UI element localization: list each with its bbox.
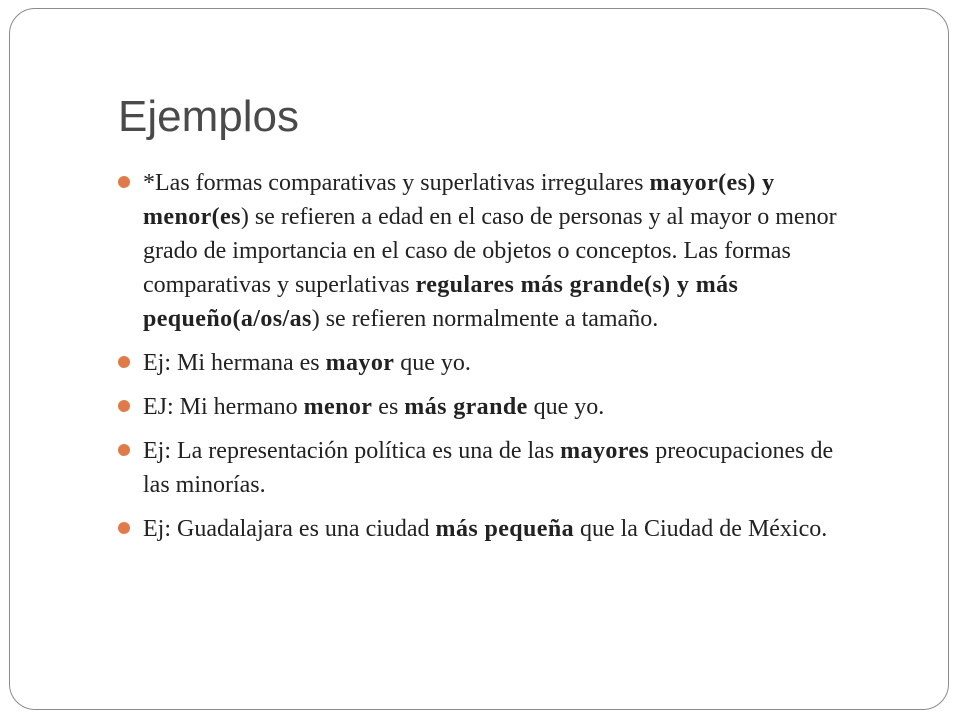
bold-text: más pequeña <box>435 516 574 542</box>
bullet-dot-icon <box>118 444 130 456</box>
bold-text: mayor(es) y menor(es <box>143 170 775 230</box>
bold-text: mayor <box>325 350 395 376</box>
bullet-dot-icon <box>118 522 130 534</box>
bullet-item <box>118 166 858 336</box>
text-run: *Las formas comparativas y superlativas irregulares <box>143 170 650 196</box>
bold-text: regulares más grande(s) y más pequeño(a/os/as <box>143 272 739 332</box>
bold-text: mayores <box>560 438 650 464</box>
slide-title: Ejemplos <box>118 92 299 141</box>
bold-text: más grande <box>404 394 528 420</box>
text-run: que la Ciudad de México. <box>573 516 828 542</box>
text-run: Ej: Guadalajara es una ciudad <box>143 516 436 542</box>
text-run: ) se refieren a edad en el caso de personas y al mayor o menor grado de importancia en el caso de objetos o conceptos. Las formas comparativas y superlativas <box>143 204 837 298</box>
bullet-item <box>118 390 858 424</box>
bullet-dot-icon <box>118 356 130 368</box>
text-run: EJ: Mi hermano <box>143 394 304 420</box>
text-run: Ej: La representación política es una de las <box>143 438 561 464</box>
bullet-dot-icon <box>118 176 130 188</box>
text-run: Ej: Mi hermana es <box>143 350 326 376</box>
bullet-item <box>118 512 858 546</box>
text-run: ) se refieren normalmente a tamaño. <box>311 306 659 332</box>
text-run: es <box>372 394 405 420</box>
text-run: que yo. <box>527 394 605 420</box>
bullet-dot-icon <box>118 400 130 412</box>
bullet-item <box>118 434 858 502</box>
bullet-item <box>118 346 858 380</box>
slide-frame <box>9 8 949 710</box>
bullet-list <box>118 166 858 546</box>
text-run: que yo. <box>394 350 471 376</box>
bold-text: menor <box>303 394 373 420</box>
text-run: preocupaciones de las minorías. <box>143 438 834 498</box>
